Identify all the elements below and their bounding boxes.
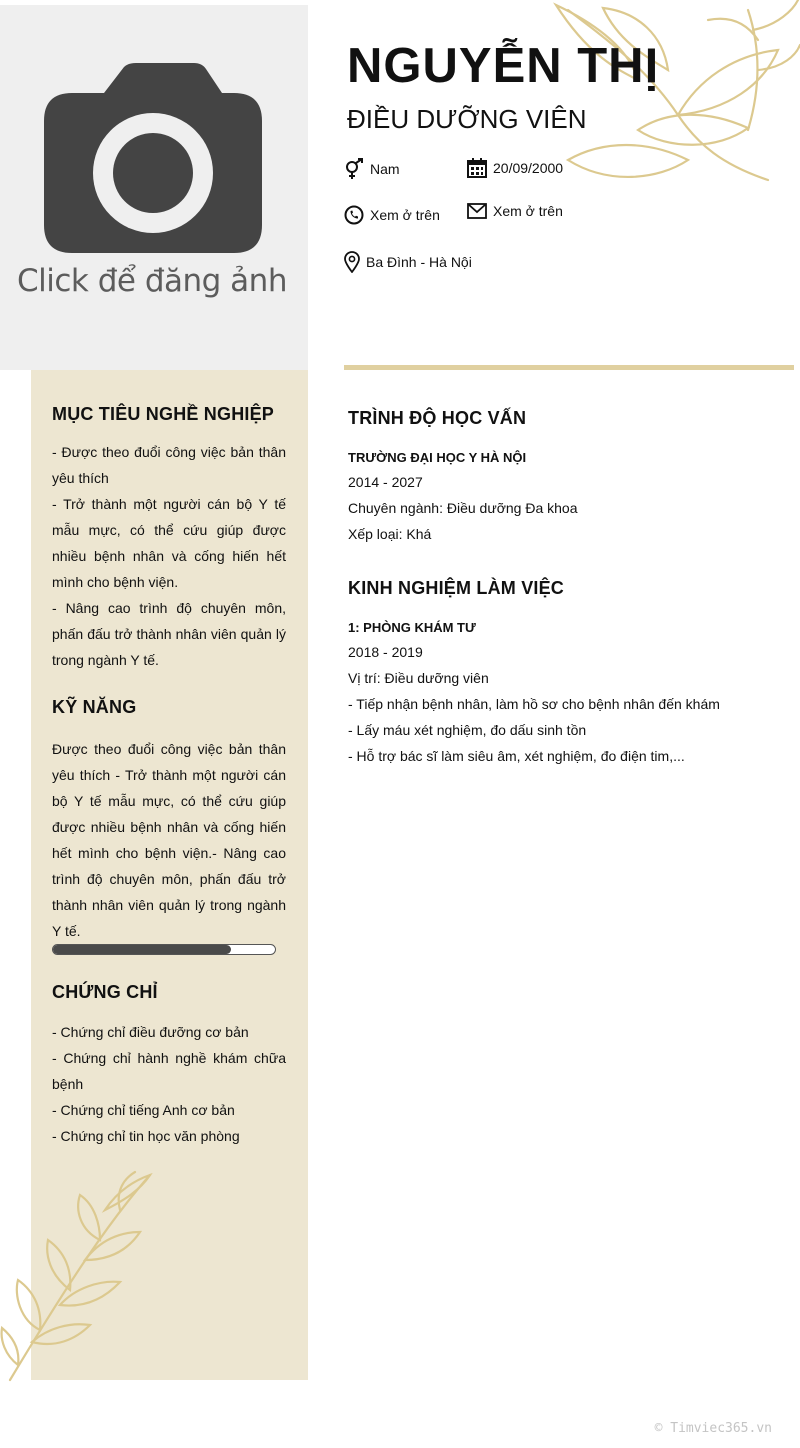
- certificates-section: [52, 982, 286, 1149]
- objective-section: [52, 404, 286, 673]
- certificates-list: [52, 1019, 286, 1149]
- camera-icon: [44, 63, 262, 255]
- objective-heading: MỤC TIÊU NGHỀ NGHIỆP: [52, 404, 275, 424]
- experience-position: Vị trí: Điều dưỡng viên: [348, 670, 489, 686]
- experience-duty: - Hỗ trợ bác sĩ làm siêu âm, xét nghiệm, đo điện tim,...: [348, 748, 685, 764]
- gender-icon: [344, 158, 364, 180]
- experience-duty: - Tiếp nhận bệnh nhân, làm hồ sơ cho bệnh nhân đến khám: [348, 696, 720, 712]
- experience-period: 2018 - 2019: [348, 644, 423, 660]
- experience-details: [348, 639, 720, 769]
- objective-line: - Nâng cao trình độ chuyên môn, phấn đấu trở thành nhân viên quản lý trong ngành Y tế.: [52, 600, 286, 668]
- education-details: [348, 469, 577, 547]
- calendar-icon: [467, 158, 487, 178]
- header-divider: [344, 365, 794, 370]
- experience-duty: - Lấy máu xét nghiệm, đo dấu sinh tồn: [348, 722, 587, 738]
- skill-level-bar: [52, 944, 276, 955]
- leaf-decoration-top: [548, 0, 800, 200]
- email-value: Xem ở trên: [493, 203, 563, 219]
- skills-body: Được theo đuổi công việc bản thân yêu thích - Trở thành một người cán bộ Y tế mẫu mực, có thể cứu giúp được nhiều bệnh nhân và cống hiến hết mình cho bệnh viện.- Nâng cao trình độ chuyên môn, phấn đấu trở thành nhân viên quản lý trong ngành Y tế.: [52, 741, 286, 939]
- mail-icon: [467, 203, 487, 219]
- job-title: ĐIỀU DƯỠNG VIÊN: [347, 104, 587, 134]
- education-heading: TRÌNH ĐỘ HỌC VẤN: [348, 408, 527, 428]
- address-info: [344, 251, 472, 273]
- objective-line: - Được theo đuổi công việc bản thân yêu thích: [52, 444, 286, 486]
- objective-body: [52, 439, 286, 673]
- experience-company: 1: PHÒNG KHÁM TƯ: [348, 620, 476, 635]
- email-info[interactable]: [467, 203, 563, 219]
- education-major: Chuyên ngành: Điều dưỡng Đa khoa: [348, 500, 578, 516]
- candidate-name: NGUYỄN THỊ: [347, 39, 660, 93]
- skill-level-fill: [53, 945, 231, 954]
- certificates-heading: CHỨNG CHỈ: [52, 982, 158, 1002]
- gender-info: [344, 158, 400, 180]
- photo-upload-area[interactable]: [0, 5, 308, 370]
- objective-line: - Trở thành một người cán bộ Y tế mẫu mực, có thể cứu giúp được nhiều bệnh nhân và cống hiến hết mình cho bệnh viện.: [52, 496, 286, 590]
- certificate-item: - Chứng chỉ tin học văn phòng: [52, 1128, 240, 1144]
- certificate-item: - Chứng chỉ hành nghề khám chữa bệnh: [52, 1050, 286, 1092]
- experience-heading: KINH NGHIỆM LÀM VIỆC: [348, 578, 565, 598]
- school-name: TRƯỜNG ĐẠI HỌC Y HÀ NỘI: [348, 450, 527, 465]
- photo-upload-caption: Click để đăng ảnh: [17, 263, 287, 299]
- education-grade: Xếp loại: Khá: [348, 526, 432, 542]
- watermark: © Timviec365.vn: [654, 1421, 772, 1436]
- phone-info[interactable]: [344, 205, 440, 225]
- skills-section: [52, 697, 286, 944]
- certificate-item: - Chứng chỉ tiếng Anh cơ bản: [52, 1102, 235, 1118]
- skills-heading: KỸ NĂNG: [52, 697, 137, 717]
- phone-icon: [344, 205, 364, 225]
- birthdate-value: 20/09/2000: [493, 160, 564, 176]
- phone-value: Xem ở trên: [370, 207, 440, 223]
- gender-value: Nam: [370, 161, 400, 177]
- address-value: Ba Đình - Hà Nội: [366, 254, 472, 270]
- education-period: 2014 - 2027: [348, 474, 423, 490]
- certificate-item: - Chứng chỉ điều đưỡng cơ bản: [52, 1024, 249, 1040]
- leaf-decoration-bottom: [0, 1170, 160, 1385]
- location-pin-icon: [344, 251, 360, 273]
- birthdate-info: [467, 158, 563, 178]
